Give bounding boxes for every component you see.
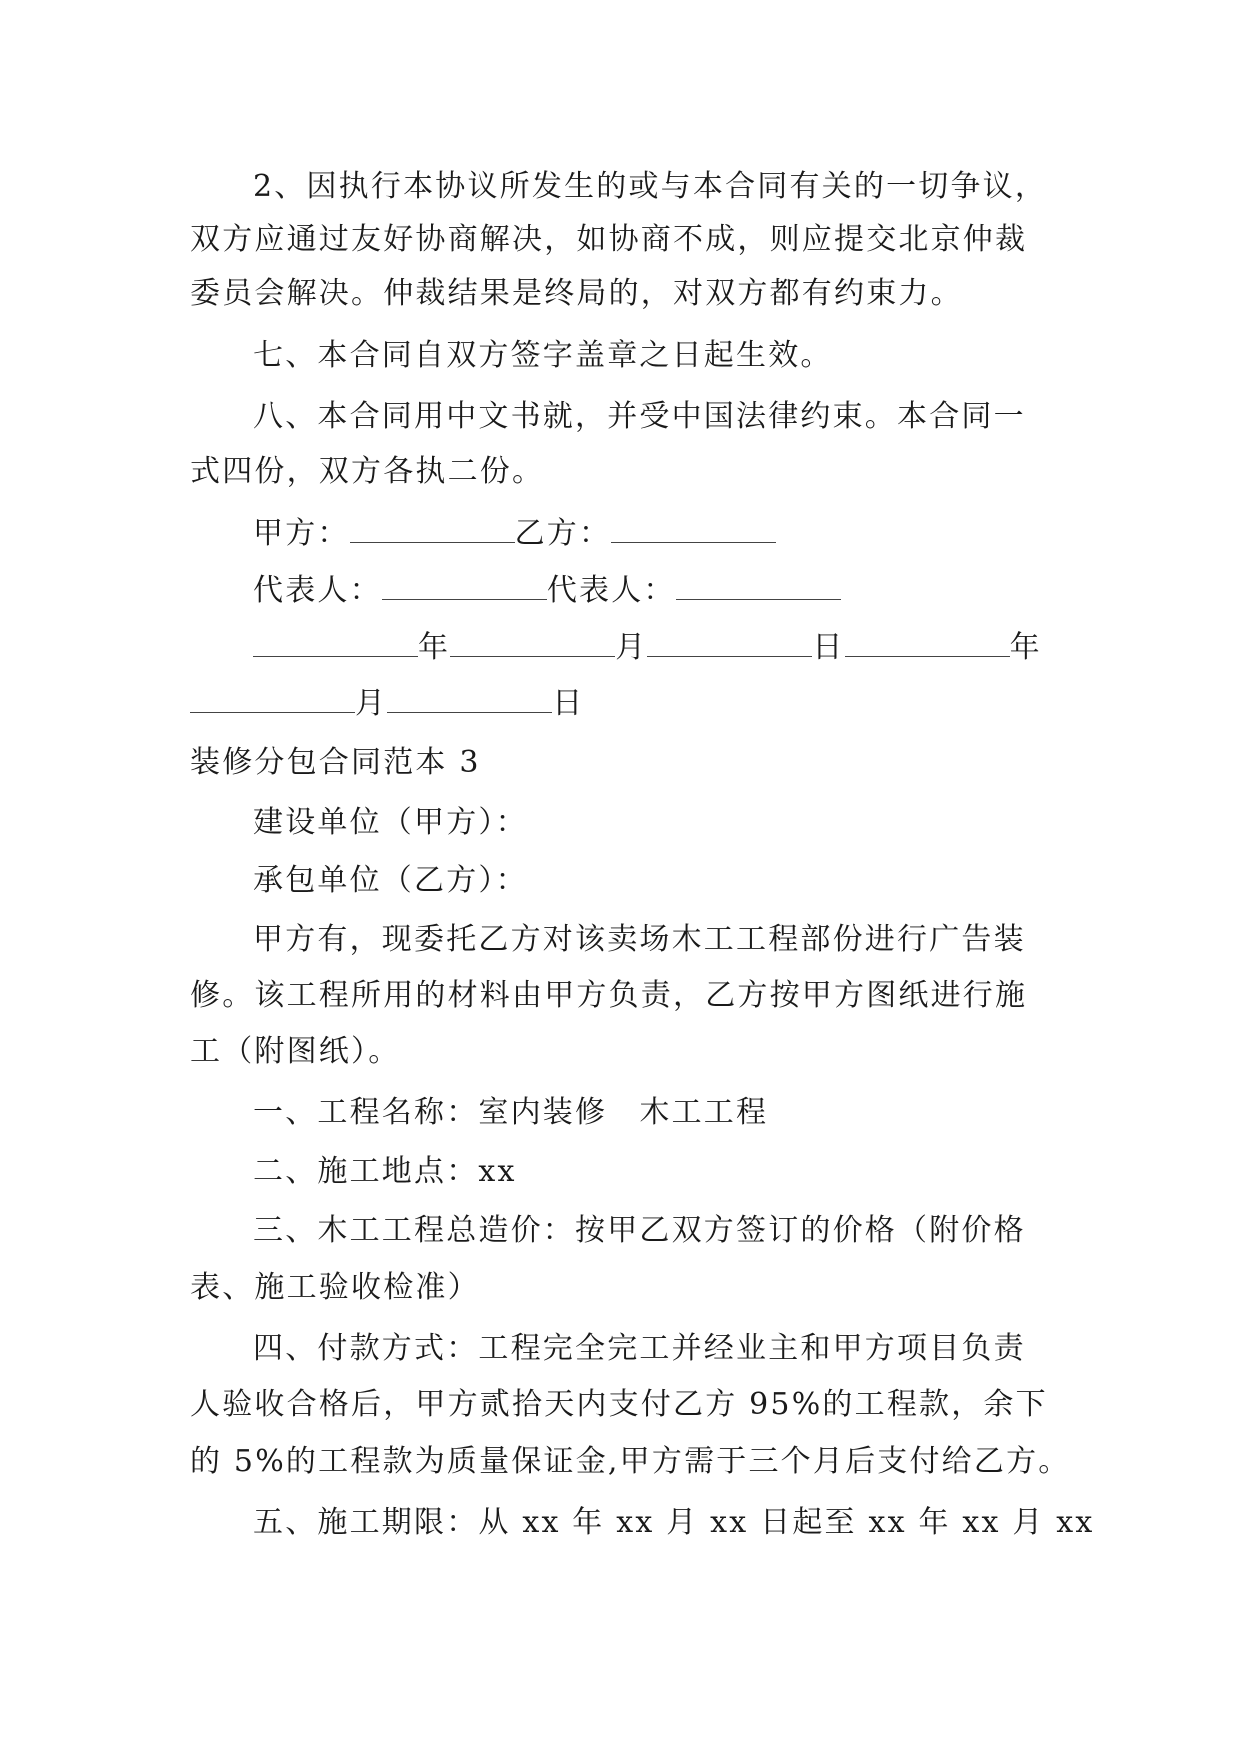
item-4-line-3: 的 5%的工程款为质量保证金,甲方需于三个月后支付给乙方。 [190,1444,1071,1479]
rep-a-blank [382,575,547,600]
clause-8-line-2: 式四份，双方各执二份。 [190,454,545,489]
party-a-label: 甲方： [253,516,350,551]
month-b-blank [190,688,355,713]
party-b-label: 乙方： [514,516,612,551]
year-b-blank [845,632,1010,657]
clause-2-line-3: 委员会解决。仲裁结果是终局的，对双方都有约束力。 [190,276,963,311]
rep-b-label: 代表人： [546,573,676,608]
item-4-line-2: 人验收合格后，甲方贰拾天内支付乙方 95%的工程款，余下 [190,1387,1048,1422]
intro-line-1: 甲方有，现委托乙方对该卖场木工工程部份进行广告装 [253,922,1026,957]
clause-2-line-2: 双方应通过友好协商解决，如协商不成，则应提交北京仲裁 [190,222,1028,257]
day-a-blank [647,632,812,657]
section-title: 装修分包合同范本 3 [190,745,481,780]
intro-line-2: 修。该工程所用的材料由甲方负责，乙方按甲方图纸进行施 [190,978,1028,1013]
item-4-line-1: 四、付款方式：工程完全完工并经业主和甲方项目负责 [253,1331,1026,1366]
clause-2-line-1: 2、因执行本协议所发生的或与本合同有关的一切争议， [253,169,1048,204]
year-a-label: 年 [418,630,451,665]
party-signature-line [253,516,1153,552]
year-b-label: 年 [1009,630,1042,665]
builder-label: 建设单位（甲方）： [253,805,528,840]
rep-a-label: 代表人： [253,573,382,608]
date-line-1 [253,630,1153,666]
day-a-label: 日 [812,630,845,665]
year-a-blank [253,632,418,657]
representative-signature-line [253,573,1153,609]
item-2: 二、施工地点：xx [253,1154,517,1189]
clause-7: 七、本合同自双方签字盖章之日起生效。 [253,338,833,373]
party-b-blank [611,518,776,543]
date-line-2 [190,686,1090,722]
item-3-line-1: 三、木工工程总造价：按甲乙双方签订的价格（附价格 [253,1213,1026,1248]
party-a-blank [350,518,515,543]
month-a-label: 月 [615,630,648,665]
day-b-label: 日 [552,686,585,721]
rep-b-blank [676,575,841,600]
day-b-blank [387,688,552,713]
intro-line-3: 工（附图纸）。 [190,1034,401,1069]
clause-8-line-1: 八、本合同用中文书就，并受中国法律约束。本合同一 [253,399,1026,434]
item-3-line-2: 表、施工验收检准） [190,1270,480,1305]
month-a-blank [450,632,615,657]
item-1: 一、工程名称：室内装修 木工工程 [253,1095,769,1130]
contractor-label: 承包单位（乙方）： [253,863,528,898]
month-b-label: 月 [355,686,388,721]
item-5-line-1: 五、施工期限：从 xx 年 xx 月 xx 日起至 xx 年 xx 月 xx [253,1505,1095,1540]
